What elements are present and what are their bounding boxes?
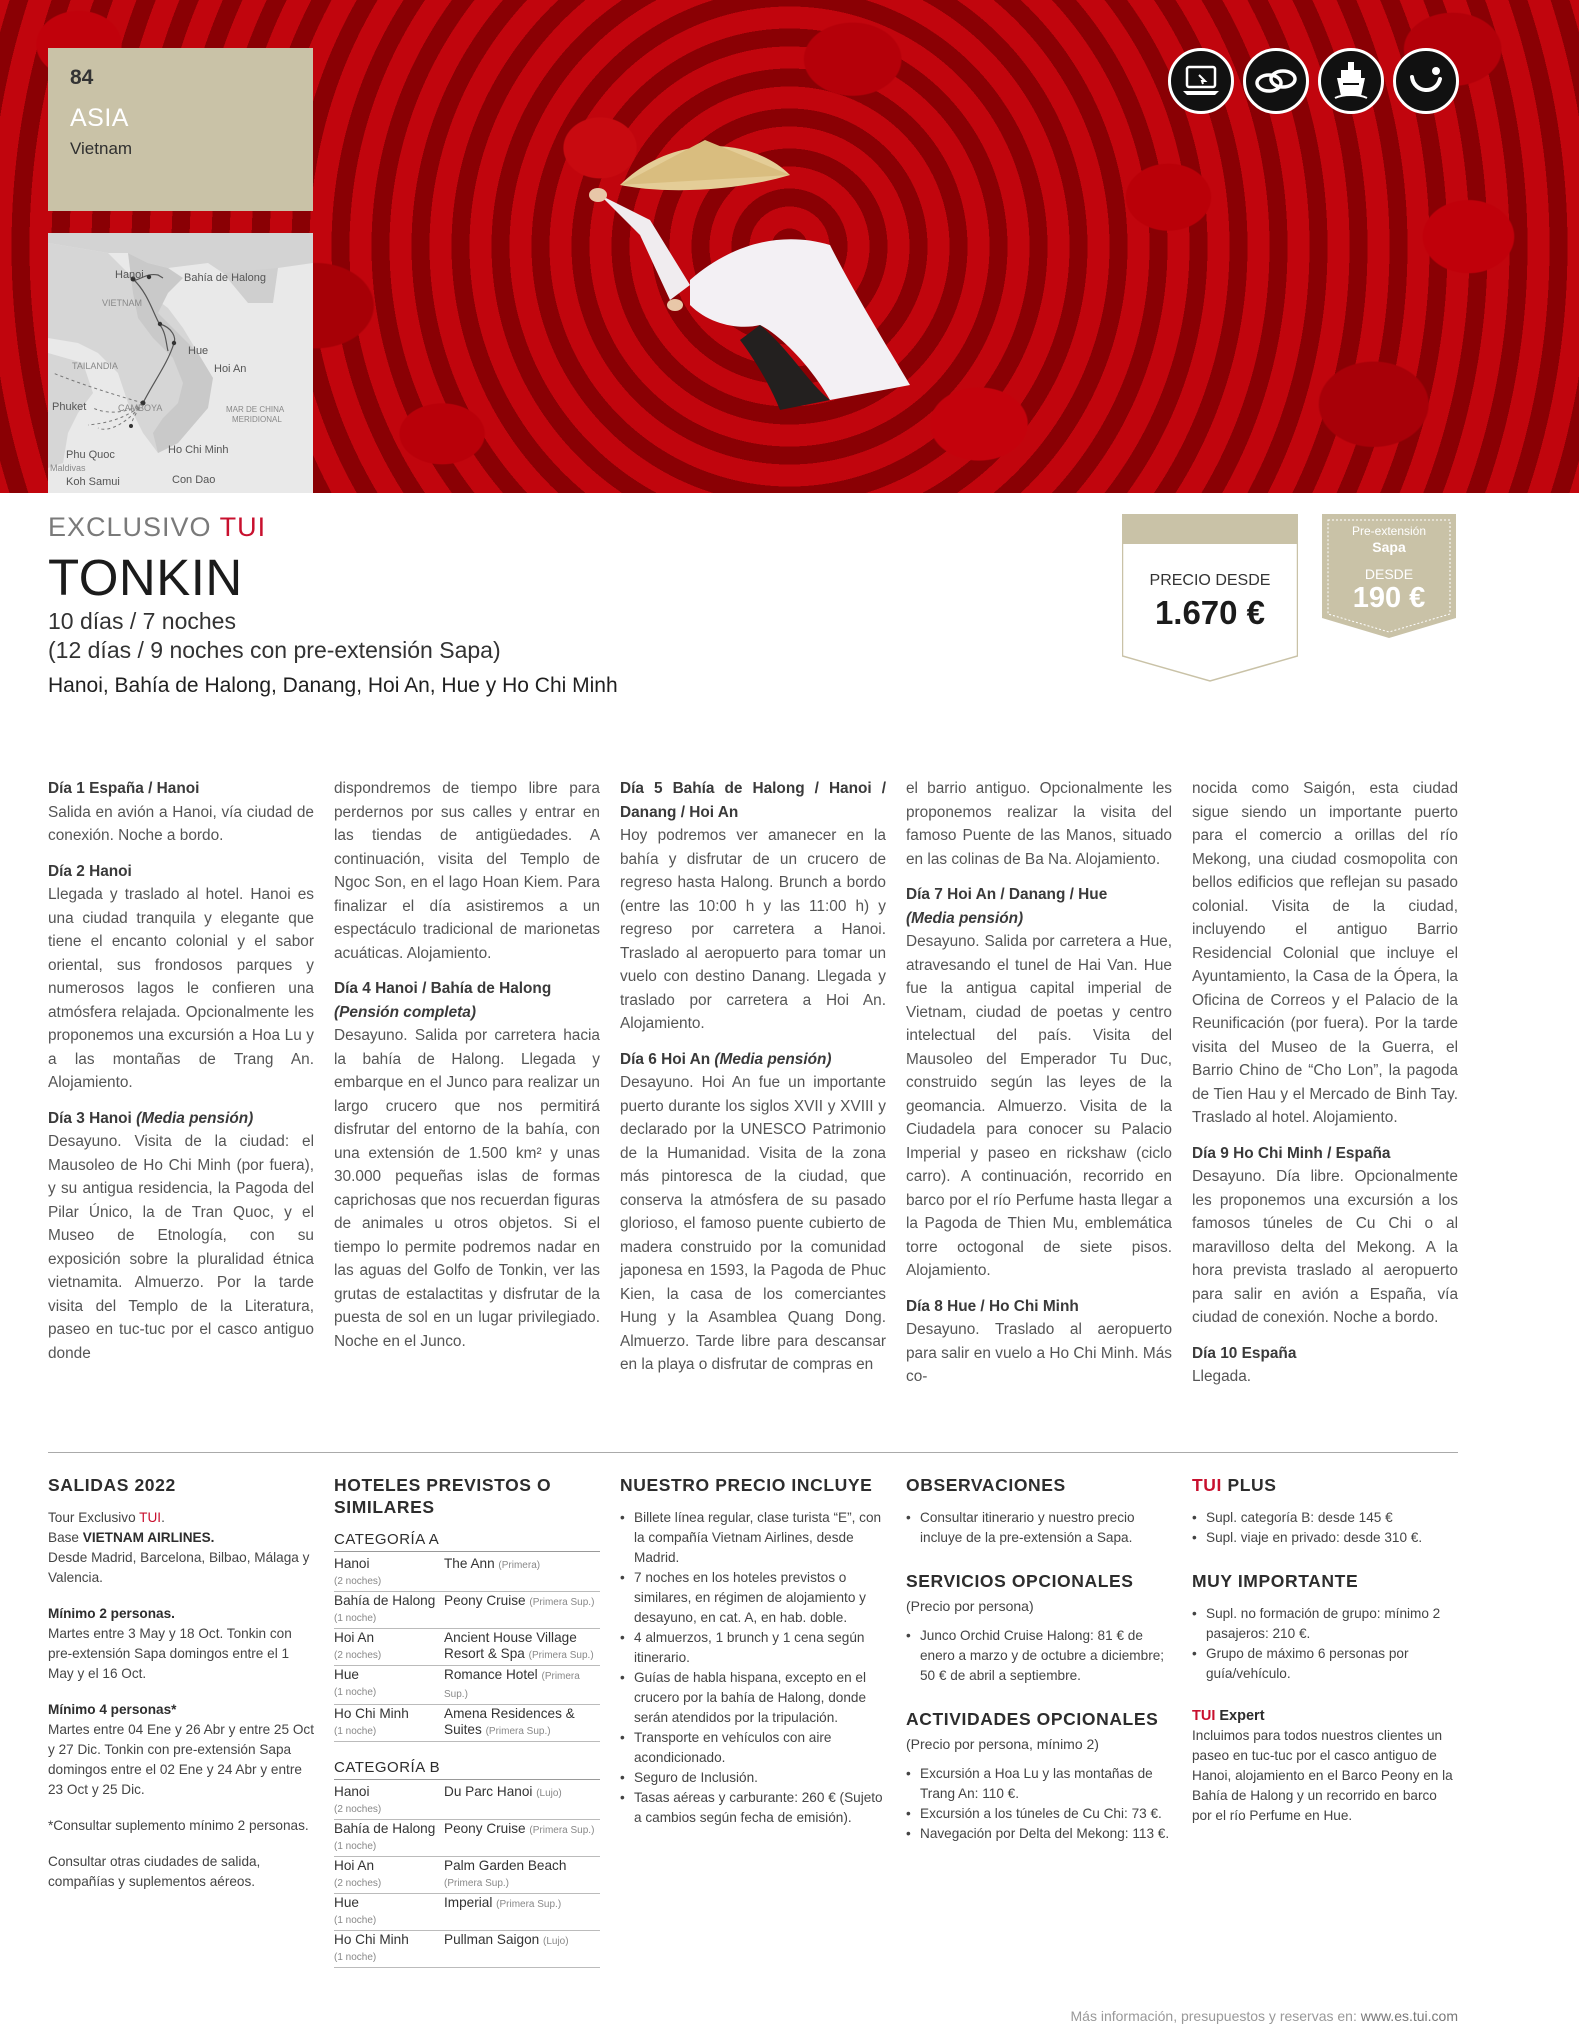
salidas-min4: Mínimo 4 personas* Martes entre 04 Ene y 26 Abr y entre 25 Oct y 27 Dic. Tonkin con pre-extensión Sapa domingos entre el 02 Ene y 24 Abr y entre 23 Oct y 25 Dic. <box>48 1702 314 1797</box>
itinerary-col-3 <box>620 777 886 1389</box>
category-b-table <box>334 1783 600 1968</box>
tuiplus-list <box>1192 1508 1458 1548</box>
laptop-icon <box>1168 48 1234 114</box>
hotel-name: Amena Residences & Suites (Primera Sup.) <box>444 1706 575 1737</box>
incluye-item: • 7 noches en los hoteles previstos o similares, en régimen de alojamiento y desayuno, en cat. A, en hab. doble. <box>620 1568 886 1628</box>
tour-duration: 10 días / 7 noches <box>48 608 236 634</box>
price-value: 1.670 € <box>1154 594 1266 631</box>
tuiplus-item: • Supl. viaje en privado: desde 310 €. <box>1192 1528 1458 1548</box>
hotel-city: Hue (1 noche) <box>334 1667 377 1698</box>
hotel-name: Palm Garden Beach (Primera Sup.) <box>444 1858 567 1889</box>
hotel-city: Hoi An (2 noches) <box>334 1858 382 1889</box>
location-box <box>48 48 313 211</box>
map-label-mar-china-2: MERIDIONAL <box>232 415 282 424</box>
salidas-min2: Mínimo 2 personas. Martes entre 3 May y 18 Oct. Tonkin con pre-extensión Sapa domingos entre el 1 May y el 16 Oct. <box>48 1606 292 1681</box>
itinerary-col-1 <box>48 777 314 1377</box>
hotel-city: Ho Chi Minh (1 noche) <box>334 1706 409 1737</box>
day-3: Día 3 Hanoi (Media pensión) Desayuno. Visita de la ciudad: el Mausoleo de Ho Chi Minh (por fuera), y su antigua residencia, la Pagoda del Pilar Único, la de Tran Quoc, y el Museo de Etnología, con su exposición sobre la pluralidad étnica vietnamita. Almuerzo. Por la tarde visita del Templo de la Literatura, paseo en tuc-tuc por el casco antiguo donde <box>48 1109 314 1362</box>
day-9: Día 9 Ho Chi Minh / España Desayuno. Día libre. Opcionalmente les proponemos una excursión a los famosos túneles de Cu Chi o al maravilloso delta del Mekong. A la hora prevista traslado al aeropuerto para salir en avión a España, vía ciudad de conexión. Noche a bordo. <box>1192 1144 1458 1326</box>
observaciones-section <box>906 1474 1172 1844</box>
day-8: Día 8 Hue / Ho Chi Minh Desayuno. Traslado al aeropuerto para salir en vuelo a Ho Chi Minh. Más co- <box>906 1297 1172 1385</box>
hotel-name: Peony Cruise (Primera Sup.) <box>444 1593 595 1608</box>
map-label-hcm: Ho Chi Minh <box>168 444 229 456</box>
hotel-row <box>334 1592 600 1629</box>
extension-line2: Sapa <box>1372 539 1406 555</box>
map-label-phuquoc: Phu Quoc <box>66 449 115 461</box>
map-label-vietnam: VIETNAM <box>102 298 143 308</box>
day-1: Día 1 España / Hanoi Salida en avión a Hanoi, vía ciudad de conexión. Noche a bordo. <box>48 780 314 844</box>
observaciones-heading: OBSERVACIONES <box>906 1475 1066 1495</box>
day-10: Día 10 España Llegada. <box>1192 1344 1297 1385</box>
itinerary-col-4 <box>906 777 1172 1401</box>
incluye-item: • Billete línea regular, clase turista “E”, con la compañía Vietnam Airlines, desde Madrid. <box>620 1508 886 1568</box>
tour-title: TONKIN <box>48 549 243 606</box>
day-8-continued: nocida como Saigón, esta ciudad sigue siendo un importante puerto para el comercio a orillas del río Mekong, una ciudad cosmopolita con bellos edificios que reflejan su pasado colonial. Visita de la ciudad, incluyendo el antiguo Barrio Residencial Colonial que incluye el Ayuntamiento, la Casa de la Ópera, la Oficina de Correos y el Palacio de la Reunificación (por fuera). Por la tarde visita del Museo de la Guerra, el Barrio Chino de “Cho Lon”, la pagoda de Tien Hau y el Mercado de Binh Tay. Traslado al hotel. Alojamiento. <box>1192 780 1458 1126</box>
importante-heading: MUY IMPORTANTE <box>1192 1571 1359 1591</box>
day-6-continued: el barrio antiguo. Opcionalmente les proponemos realizar la visita del famoso Puente de las Manos, situado en las colinas de Ba Na. Alojamiento. <box>906 780 1172 868</box>
actividades-sub: (Precio por persona, mínimo 2) <box>906 1736 1099 1752</box>
category-a-table <box>334 1555 600 1742</box>
actividades-list <box>906 1764 1172 1844</box>
itinerary <box>48 777 1458 1385</box>
incluye-item: • Tasas aéreas y carburante: 260 € (Sujeto a cambios según fecha de emisión). <box>620 1788 886 1828</box>
incluye-heading: NUESTRO PRECIO INCLUYE <box>620 1475 873 1495</box>
hotel-row <box>334 1666 600 1705</box>
map-label-halong: Bahía de Halong <box>184 272 266 284</box>
map-label-hue: Hue <box>188 345 209 357</box>
incluye-item: • Seguro de Inclusión. <box>620 1768 886 1788</box>
incluye-section <box>620 1474 886 1828</box>
incluye-list <box>620 1508 886 1828</box>
category-a-title: CATEGORÍA A <box>334 1530 600 1552</box>
incluye-item: • 4 almuerzos, 1 brunch y 1 cena según itinerario. <box>620 1628 886 1668</box>
hoteles-section <box>334 1474 600 1968</box>
map-label-phuket: Phuket <box>52 401 87 413</box>
importante-item: • Supl. no formación de grupo: mínimo 2 pasajeros: 210 €. <box>1192 1604 1458 1644</box>
hotel-row <box>334 1820 600 1857</box>
hotel-row <box>334 1857 600 1894</box>
page-number: 84 <box>70 66 94 89</box>
category-b-title: CATEGORÍA B <box>334 1758 600 1780</box>
itinerary-col-5 <box>1192 777 1458 1401</box>
map-label-mar-china-1: MAR DE CHINA <box>226 405 285 414</box>
hotel-row <box>334 1931 600 1968</box>
salidas-intro: Tour Exclusivo TUI. Base VIETNAM AIRLINES. Desde Madrid, Barcelona, Bilbao, Málaga y Valencia. <box>48 1510 310 1585</box>
actividad-item: • Navegación por Delta del Mekong: 113 €. <box>906 1824 1172 1844</box>
hotel-row <box>334 1555 600 1592</box>
hotel-name: The Ann (Primera) <box>444 1556 541 1571</box>
observaciones-list <box>906 1508 1172 1548</box>
itinerary-col-2 <box>334 777 600 1365</box>
hotel-name: Peony Cruise (Primera Sup.) <box>444 1821 595 1836</box>
expert-heading: TUI Expert <box>1192 1708 1265 1724</box>
importante-item: • Grupo de máximo 6 personas por guía/vehículo. <box>1192 1644 1458 1684</box>
servicios-sub: (Precio por persona) <box>906 1598 1034 1614</box>
servicios-list <box>906 1626 1172 1686</box>
hotel-name: Du Parc Hanoi (Lujo) <box>444 1784 562 1799</box>
hotel-city: Hanoi (2 noches) <box>334 1784 382 1815</box>
salidas-heading: SALIDAS 2022 <box>48 1475 176 1495</box>
hotel-city: Hue (1 noche) <box>334 1895 377 1926</box>
day-7: Día 7 Hoi An / Danang / Hue (Media pensión) Desayuno. Salida por carretera a Hue, atravesando el tunel de Hai Van. Hue fue la antigua capital imperial de Vietnam, ciudad de poetas y centro intelectual del país. Visita del Mausoleo del Emperador Tu Duc, construido según las leyes de la geomancia. Almuerzo. Visita de la Ciudadela para conocer su Palacio Imperial y paseo en rickshaw (ciclo carro). A continuación, recorrido en barco por el río Perfume hasta llegar a la Pagoda de Thien Mu, emblemática torre octogonal de siete pisos. Alojamiento. <box>906 886 1172 1279</box>
extension-line1: Pre-extensión <box>1351 524 1427 538</box>
salidas-note2: Consultar otras ciudades de salida, compañías y suplementos aéreos. <box>48 1854 261 1889</box>
servicio-item: • Junco Orchid Cruise Halong: 81 € de enero a marzo y de octubre a diciembre; 50 € de abril a septiembre. <box>906 1626 1172 1686</box>
footer <box>1071 2008 1459 2024</box>
map-label-maldivas: Maldivas <box>50 463 86 473</box>
hotel-city: Ho Chi Minh (1 noche) <box>334 1932 409 1963</box>
tuiplus-heading: TUI PLUS <box>1192 1475 1277 1495</box>
hotel-city: Hoi An (2 noches) <box>334 1630 382 1661</box>
region-label: ASIA <box>70 104 129 132</box>
hotel-row <box>334 1629 600 1666</box>
tuiplus-item: • Supl. categoría B: desde 145 € <box>1192 1508 1458 1528</box>
actividad-item: • Excursión a los túneles de Cu Chi: 73 €. <box>906 1804 1172 1824</box>
hotel-name: Pullman Saigon (Lujo) <box>444 1932 569 1947</box>
footer-text: Más información, presupuestos y reservas en: <box>1070 2008 1357 2024</box>
exclusive-label <box>48 512 266 543</box>
map-label-tailandia: TAILANDIA <box>72 361 118 371</box>
hotel-row <box>334 1783 600 1820</box>
exclusive-brand: TUI <box>219 512 267 542</box>
footer-url[interactable]: www.es.tui.com <box>1360 2008 1458 2024</box>
tour-route: Hanoi, Bahía de Halong, Danang, Hoi An, Hue y Ho Chi Minh <box>48 674 618 697</box>
day-4: Día 4 Hanoi / Bahía de Halong (Pensión completa) Desayuno. Salida por carretera hacia la bahía de Halong. Llegada y embarque en el Junco para realizar un largo crucero que nos permitirá disfrutar del entorno de la bahía, con una extensión de 1.500 km² y unas 30.000 pequeñas islas de formas caprichosas que nos recuerdan figuras de animales u otros objetos. Si el tiempo lo permite podremos nadar en las aguas del Golfo de Tonkin, ver las grutas de estalactitas y disfrutar de la puesta de sol en un lugar privilegiado. Noche en el Junco. <box>334 980 600 1350</box>
tuiplus-section <box>1192 1474 1458 1842</box>
day-5: Día 5 Bahía de Halong / Hanoi / Danang / Hoi An Hoy podremos ver amanecer en la bahía y disfrutar de un crucero de regreso hasta Halong. Brunch a bordo (entre las 10:00 h y las 11:00 h) y regreso por carretera a Hanoi. Traslado al aeropuerto para tomar un vuelo con destino Danang. Llegada y traslado por carretera a Hoi An. Alojamiento. <box>620 780 886 1032</box>
map-label-hoian: Hoi An <box>214 363 247 375</box>
extension-price: 190 € <box>1352 582 1426 614</box>
exclusive-prefix: EXCLUSIVO <box>48 512 212 542</box>
hotel-name: Imperial (Primera Sup.) <box>444 1895 562 1910</box>
price-badge <box>1122 514 1298 682</box>
hoteles-heading: HOTELES PREVISTOS O SIMILARES <box>334 1475 552 1517</box>
rings-icon <box>1243 48 1309 114</box>
hotel-city: Hanoi (2 noches) <box>334 1556 382 1587</box>
incluye-item: • Transporte en vehículos con aire acondicionado. <box>620 1728 886 1768</box>
section-divider <box>48 1452 1458 1453</box>
salidas-note1: *Consultar suplemento mínimo 2 personas. <box>48 1818 309 1833</box>
woman-conical-hat-figure <box>580 135 960 435</box>
map-label-kohsamui: Koh Samui <box>66 476 120 488</box>
day-6: Día 6 Hoi An (Media pensión) Desayuno. Hoi An fue un importante puerto durante los siglos XVII y XVIII y declarado por la UNESCO Patrimonio de la Humanidad. Visita de la zona más pintoresca de la ciudad, que conserva la atmósfera de su pasado glorioso, el famoso puente cubierto de madera construido por la comunidad japonesa en 1593, la Pagoda de Phuc Kien, la casa de los comerciantes Hung y la Asamblea Quang Dong. Almuerzo. Tarde libre para descansar en la playa o disfrutar de compras en <box>620 1050 886 1373</box>
map-label-camboya: CAMBOYA <box>118 403 163 413</box>
hotel-name: Ancient House Village Resort & Spa (Primera Sup.) <box>444 1630 594 1661</box>
day-2: Día 2 Hanoi Llegada y traslado al hotel. Hanoi es una ciudad tranquila y elegante que tiene el encanto colonial y el sabor oriental, sus frondosos parques y numerosos lagos le confieren una atmósfera relajada. Opcionalmente les proponemos una excursión a Hoa Lu y a las montañas de Trang An. Alojamiento. <box>48 862 314 1091</box>
map-label-condao: Con Dao <box>172 474 216 486</box>
cruise-ship-icon <box>1318 48 1384 114</box>
hotel-city: Bahía de Halong (1 noche) <box>334 1821 436 1852</box>
actividad-item: • Excursión a Hoa Lu y las montañas de Trang An: 110 €. <box>906 1764 1172 1804</box>
importante-list <box>1192 1604 1458 1684</box>
hotel-row <box>334 1894 600 1931</box>
feature-icons <box>1168 48 1459 114</box>
expert-body: Incluimos para todos nuestros clientes un paseo en tuc-tuc por el casco antiguo de Hanoi, alojamiento en el Barco Peony en la Bahía de Halong y un recorrido en barco por el río Perfume en Hue. <box>1192 1728 1453 1823</box>
map-label-hanoi: Hanoi <box>115 269 144 281</box>
incluye-item: • Guías de habla hispana, excepto en el crucero por la bahía de Halong, donde serán atendidos por la tripulación. <box>620 1668 886 1728</box>
tui-smile-icon <box>1393 48 1459 114</box>
actividades-heading: ACTIVIDADES OPCIONALES <box>906 1709 1159 1729</box>
servicios-heading: SERVICIOS OPCIONALES <box>906 1571 1134 1591</box>
tour-duration-extension: (12 días / 9 noches con pre-extensión Sapa) <box>48 637 501 663</box>
observaciones-item: • Consultar itinerario y nuestro precio incluye de la pre-extensión a Sapa. <box>906 1508 1172 1548</box>
country-label: Vietnam <box>70 139 133 158</box>
extension-line3: DESDE <box>1364 566 1414 582</box>
salidas-section <box>48 1474 314 1908</box>
hotel-city: Bahía de Halong (1 noche) <box>334 1593 436 1624</box>
route-map <box>48 233 313 493</box>
hotel-row <box>334 1705 600 1742</box>
day-3-continued: dispondremos de tiempo libre para perdernos por sus calles y entrar en las tiendas de antigüedades. A continuación, visita del Templo de Ngoc Son, en el lago Hoan Kiem. Para finalizar el día asistiremos a un espectáculo tradicional de marionetas acuáticas. Alojamiento. <box>334 780 600 962</box>
extension-badge <box>1322 514 1456 638</box>
hotel-name: Romance Hotel (Primera Sup.) <box>444 1667 580 1700</box>
price-label: PRECIO DESDE <box>1149 572 1271 589</box>
